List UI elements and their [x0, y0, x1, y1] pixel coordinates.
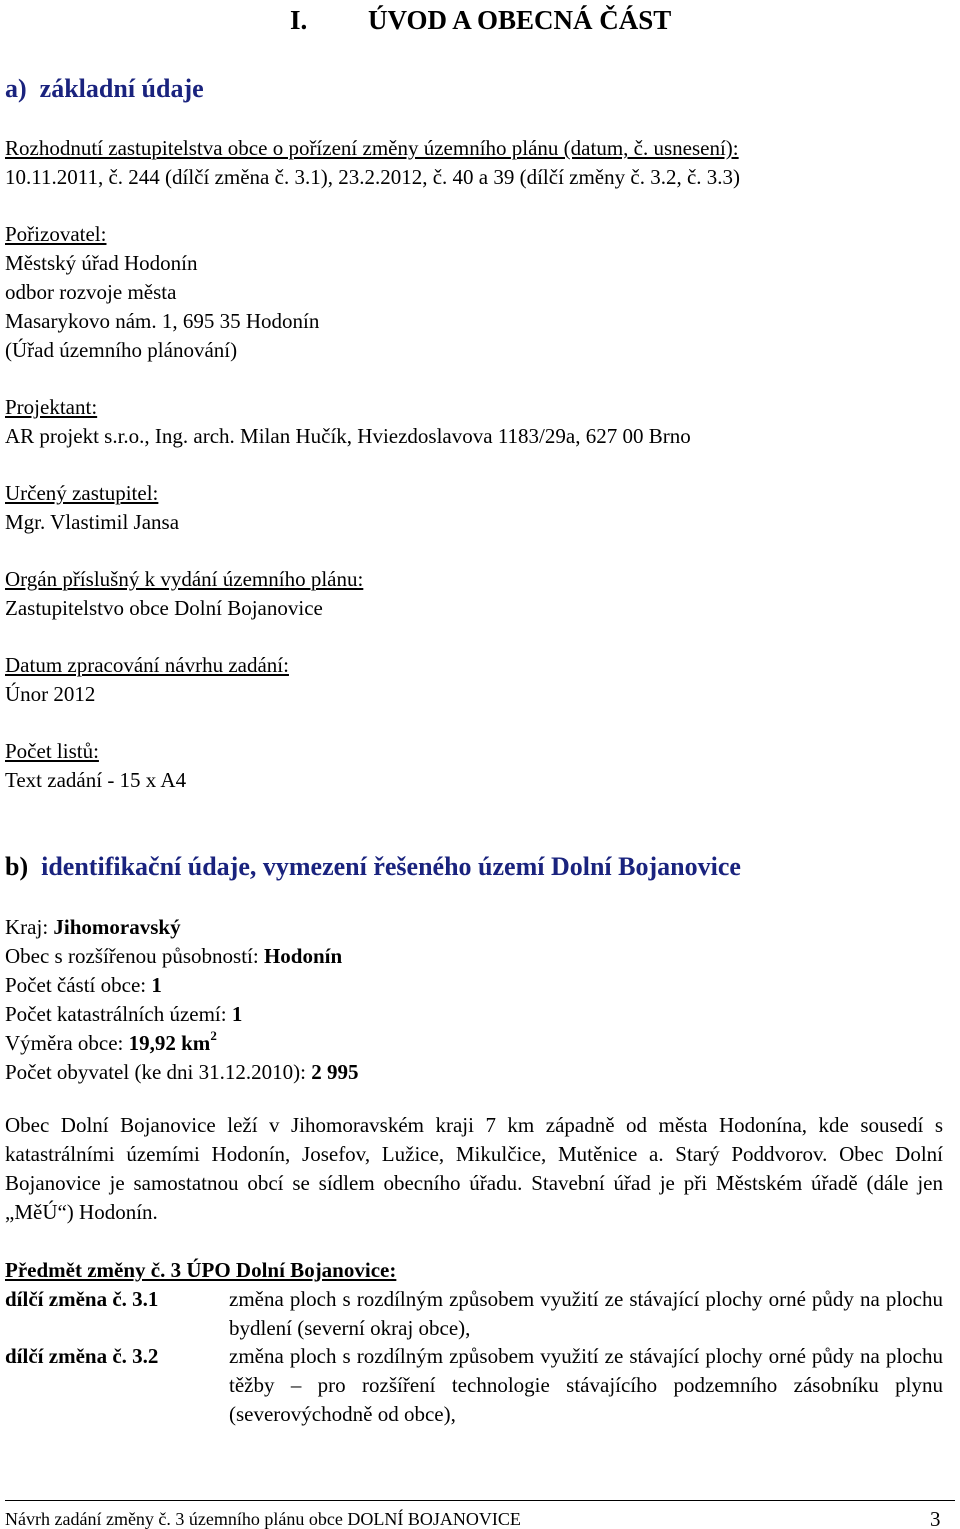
date-label: Datum zpracování návrhu zadání:	[5, 653, 289, 677]
representative-label: Určený zastupitel:	[5, 481, 159, 505]
sheets-value: Text zadání - 15 x A4	[5, 768, 187, 792]
chapter-title: ÚVOD A OBECNÁ ČÁST	[368, 5, 672, 35]
authority-label: Orgán příslušný k vydání územního plánu:	[5, 567, 364, 591]
procurer-line: (Úřad územního plánování)	[5, 338, 238, 362]
fact-cadastral-count: Počet katastrálních území: 1	[5, 1002, 243, 1026]
description-paragraph: Obec Dolní Bojanovice leží v Jihomoravském kraji 7 km západně od města Hodonína, kde sousedí s katastrálními územími Hodonín, Josefov, Lužice, Mikulčice, Mutěnice a. Starý Poddvorov. Obec Dolní Bojanovice je samostatnou obcí se sídlem obecního úřadu. Stavební úřad je při Městském úřadě (dále jen „MěÚ“) Hodonín.	[5, 1113, 943, 1224]
section-b-heading	[5, 850, 741, 884]
decision-value: 10.11.2011, č. 244 (dílčí změna č. 3.1), 23.2.2012, č. 40 a 39 (dílčí změny č. 3.2, č. 3.3)	[5, 165, 741, 189]
subject-item-text: změna ploch s rozdílným způsobem využití ze stávající plochy orné půdy na plochu těžby – pro rozšíření technologie stávajícího podzemního zásobníku plynu (severovýchodně od obce),	[229, 1344, 943, 1426]
date-value: Únor 2012	[5, 682, 96, 706]
section-b-label: b)	[5, 852, 29, 881]
fact-region: Kraj: Jihomoravský	[5, 915, 181, 939]
procurer-line: Masarykovo nám. 1, 695 35 Hodonín	[5, 309, 320, 333]
subject-item-text: změna ploch s rozdílným způsobem využití ze stávající plochy orné půdy na plochu bydlení (severní okraj obce),	[229, 1287, 943, 1340]
section-a-title: základní údaje	[39, 74, 204, 103]
designer-value: AR projekt s.r.o., Ing. arch. Milan Hučík, Hviezdoslavova 1183/29a, 627 00 Brno	[5, 424, 691, 448]
procurer-line: odbor rozvoje města	[5, 280, 177, 304]
fact-extended-municipality: Obec s rozšířenou působností: Hodonín	[5, 944, 343, 968]
section-a-label: a)	[5, 74, 27, 103]
authority-block	[5, 565, 363, 623]
decision-block	[5, 134, 740, 192]
decision-label: Rozhodnutí zastupitelstva obce o pořízení změny územního plánu (datum, č. usnesení):	[5, 136, 739, 160]
section-a-heading	[5, 72, 204, 106]
fact-population: Počet obyvatel (ke dni 31.12.2010): 2 995	[5, 1060, 359, 1084]
chapter-heading	[290, 2, 671, 38]
chapter-number: I.	[290, 5, 308, 35]
facts-list	[5, 913, 358, 1087]
footer-divider	[5, 1500, 955, 1501]
date-block	[5, 651, 289, 709]
page-number: 3	[930, 1507, 941, 1529]
authority-value: Zastupitelstvo obce Dolní Bojanovice	[5, 596, 323, 620]
section-b-title: identifikační údaje, vymezení řešeného území Dolní Bojanovice	[41, 852, 741, 881]
designer-label: Projektant:	[5, 395, 98, 419]
fact-parts-count: Počet částí obce: 1	[5, 973, 162, 997]
subject-item-label: dílčí změna č. 3.2	[5, 1344, 159, 1368]
procurer-label: Pořizovatel:	[5, 222, 107, 246]
representative-value: Mgr. Vlastimil Jansa	[5, 510, 180, 534]
subject-heading: Předmět změny č. 3 ÚPO Dolní Bojanovice:	[5, 1258, 397, 1282]
procurer-line: Městský úřad Hodonín	[5, 251, 198, 275]
designer-block	[5, 393, 691, 451]
subject-item-label: dílčí změna č. 3.1	[5, 1287, 159, 1311]
procurer-block	[5, 220, 319, 365]
footer-text: Návrh zadání změny č. 3 územního plánu obce DOLNÍ BOJANOVICE	[5, 1509, 521, 1529]
sheets-block	[5, 737, 186, 795]
sheets-label: Počet listů:	[5, 739, 99, 763]
representative-block	[5, 479, 179, 537]
fact-area: Výměra obce: 19,92 $km^2$	[5, 1028, 217, 1055]
